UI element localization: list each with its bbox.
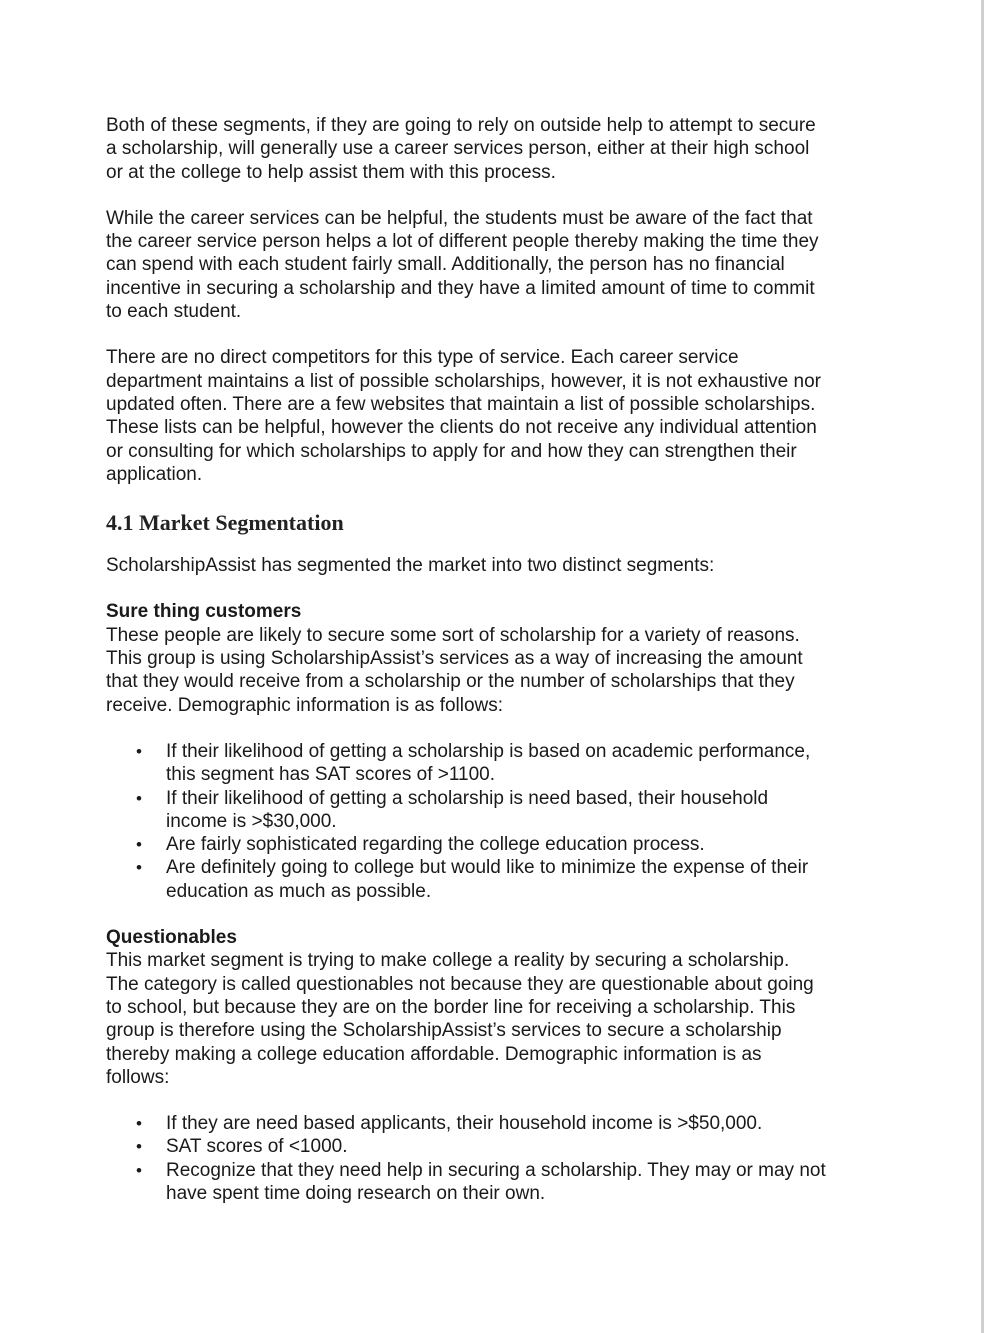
bullet-list-sure-thing: [106, 740, 866, 903]
text-line: or at the college to help assist them with this process.: [106, 161, 556, 183]
segment-title: Sure thing customers: [106, 601, 302, 623]
text-line: While the career services can be helpful, the students must be aware of the fact that: [106, 207, 813, 229]
text-line: department maintains a list of possible scholarships, however, it is not exhaustive nor: [106, 370, 821, 392]
text-line: application.: [106, 463, 203, 485]
text-line: • If their likelihood of getting a scholarship is need based, their household: [166, 787, 769, 809]
text-line: education as much as possible.: [166, 880, 432, 902]
text-line: receive. Demographic information is as follows:: [106, 694, 504, 716]
page-content: [106, 114, 866, 1228]
section-heading: 4.1 Market Segmentation: [106, 510, 344, 536]
text-line: These people are likely to secure some sort of scholarship for a variety of reasons.: [106, 624, 800, 646]
text-line: can spend with each student fairly small. Additionally, the person has no financial: [106, 254, 785, 276]
text-line: • Are fairly sophisticated regarding the college education process.: [166, 834, 705, 856]
text-line: have spent time doing research on their own.: [166, 1182, 546, 1204]
list-item: [106, 1159, 866, 1206]
segment-title: Questionables: [106, 927, 237, 949]
text-line: ScholarshipAssist has segmented the market into two distinct segments:: [106, 555, 715, 577]
list-item: [106, 740, 866, 787]
text-line: follows:: [106, 1066, 170, 1088]
text-line: This group is using ScholarshipAssist’s services as a way of increasing the amount: [106, 648, 803, 670]
paragraph-competitors: [106, 346, 866, 486]
text-line: to each student.: [106, 301, 242, 323]
bullet-list-questionables: [106, 1112, 866, 1205]
text-line: or consulting for which scholarships to apply for and how they can strengthen their: [106, 440, 797, 462]
paragraph-career-services: [106, 207, 866, 323]
text-line: to school, but because they are on the border line for receiving a scholarship. This: [106, 996, 796, 1018]
text-line: Both of these segments, if they are going to rely on outside help to attempt to secure: [106, 115, 816, 136]
text-line: There are no direct competitors for this type of service. Each career service: [106, 347, 739, 369]
text-line: that they would receive from a scholarship or the number of scholarships that they: [106, 671, 795, 693]
segment-sure-thing: [106, 600, 866, 716]
text-line: the career service person helps a lot of different people thereby making the time they: [106, 231, 819, 253]
text-line: thereby making a college education affordable. Demographic information is as: [106, 1043, 762, 1065]
text-line: This market segment is trying to make college a reality by securing a scholarship.: [106, 950, 790, 972]
text-line: • Recognize that they need help in securing a scholarship. They may or may not: [166, 1159, 826, 1181]
segment-questionables: [106, 926, 866, 1089]
text-line: • SAT scores of <1000.: [166, 1136, 348, 1158]
text-line: income is >$30,000.: [166, 810, 337, 832]
list-item: [106, 1135, 866, 1158]
text-line: updated often. There are a few websites that maintain a list of possible scholarships.: [106, 393, 816, 415]
text-line: this segment has SAT scores of >1100.: [166, 764, 495, 786]
text-line: The category is called questionables not because they are questionable about going: [106, 973, 814, 995]
text-line: • Are definitely going to college but would like to minimize the expense of their: [166, 857, 809, 879]
list-item: [106, 833, 866, 856]
text-line: • If their likelihood of getting a scholarship is based on academic performance,: [166, 740, 811, 762]
text-line: These lists can be helpful, however the clients do not receive any individual attention: [106, 417, 817, 439]
text-line: incentive in securing a scholarship and they have a limited amount of time to commit: [106, 277, 815, 299]
paragraph-intro: [106, 554, 866, 577]
list-item: [106, 856, 866, 903]
paragraph-outside-help: [106, 114, 866, 184]
text-line: group is therefore using the ScholarshipAssist’s services to secure a scholarship: [106, 1020, 782, 1042]
text-line: • If they are need based applicants, their household income is >$50,000.: [166, 1113, 763, 1135]
text-line: a scholarship, will generally use a career services person, either at their high school: [106, 138, 810, 160]
list-item: [106, 787, 866, 834]
list-item: [106, 1112, 866, 1135]
